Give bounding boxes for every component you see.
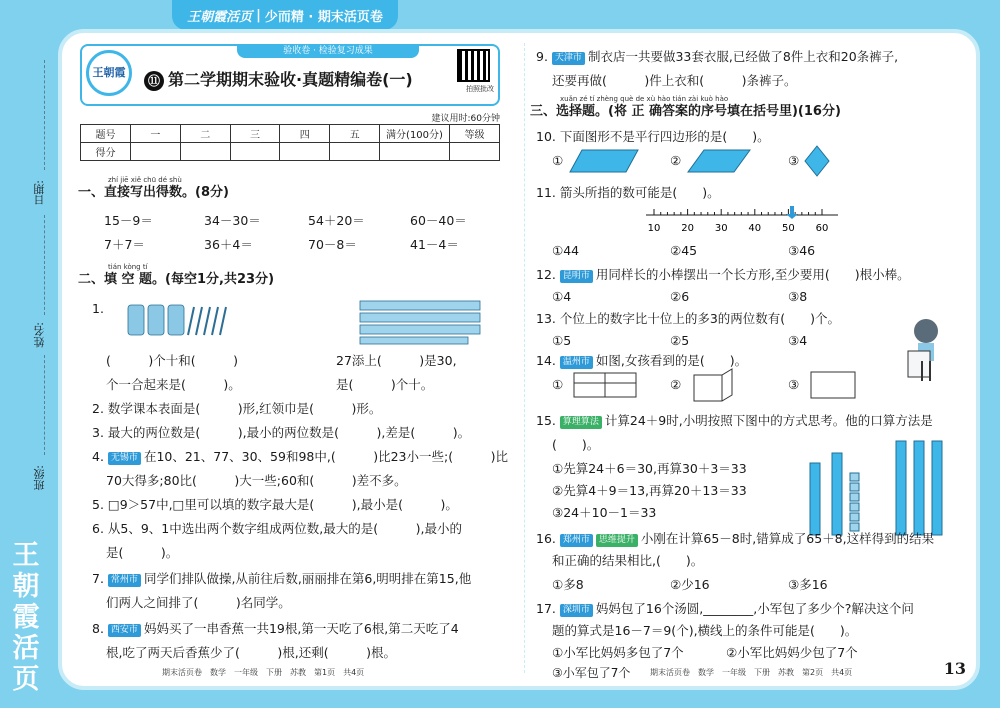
q3-text: 3. 最大的两位数是( ),最小的两位数是( ),差是( )。 bbox=[92, 425, 471, 440]
option[interactable]: ①多8 bbox=[552, 577, 584, 592]
region-tag: 天津市 bbox=[552, 52, 585, 65]
calc-item: 70－8＝ bbox=[308, 237, 357, 252]
option[interactable]: ② bbox=[670, 377, 682, 392]
tick-label: 20 bbox=[681, 223, 694, 234]
option[interactable]: ②小军比妈妈少包了7个 bbox=[726, 645, 858, 660]
q17-text: 17. 深圳市 妈妈包了16个汤圆,________,小军包了多少个?解决这个问 bbox=[536, 601, 914, 616]
calc-item: 34－30＝ bbox=[204, 213, 261, 228]
qr-code-icon[interactable] bbox=[457, 49, 490, 82]
section-2-title: 二、填 空 题。(每空1分,共23分) bbox=[78, 272, 275, 287]
brand-name: 王朝霞活页 bbox=[187, 9, 253, 25]
option[interactable]: ③ bbox=[788, 153, 800, 168]
topic-tag: 算理算法 bbox=[560, 416, 602, 429]
left-page bbox=[62, 33, 522, 686]
header-strip: 验收卷 · 检验复习成果 bbox=[237, 44, 419, 58]
region-tag: 温州市 bbox=[560, 356, 593, 369]
cabinet-front-icon bbox=[572, 371, 638, 401]
q8-line-b: 根,吃了两天后香蕉少了( )根,还剩( )根。 bbox=[106, 645, 396, 660]
calc-item: 54＋20＝ bbox=[308, 213, 365, 228]
cube-rods-image bbox=[358, 299, 488, 345]
side-dashed-line bbox=[44, 215, 45, 315]
option[interactable]: ②6 bbox=[670, 289, 690, 304]
option[interactable]: ③24＋10－1＝33 bbox=[552, 505, 657, 520]
cube-rods-image bbox=[806, 433, 956, 539]
option[interactable]: ①4 bbox=[552, 289, 572, 304]
side-dashed-line bbox=[44, 355, 45, 455]
vertical-logo: 王 朝 霞 活 页 bbox=[12, 540, 40, 695]
tick-label: 40 bbox=[748, 223, 762, 234]
q2-text: 2. 数学课本表面是( )形,红领巾是( )形。 bbox=[92, 401, 382, 416]
left-footer: 期末活页卷 数学 一年级 下册 苏教 第1页 共4页 bbox=[162, 668, 365, 677]
brand-logo-icon: 王朝霞 bbox=[86, 50, 132, 96]
parallelogram-shape bbox=[686, 148, 752, 174]
option[interactable]: ②5 bbox=[670, 333, 690, 348]
option[interactable]: ①小军比妈妈多包了7个 bbox=[552, 645, 684, 660]
q12-text: 12. 昆明市 用同样长的小棒摆出一个长方形,至少要用( )根小棒。 bbox=[536, 267, 910, 282]
banner-divider: | bbox=[256, 7, 261, 23]
q16-text: 16. 郑州市 思维提升 小刚在计算65－8时,错算成了65＋8,这样得到的结果 bbox=[536, 531, 935, 546]
q5-text: 5. □9＞57中,□里可以填的数字最大是( ),最小是( )。 bbox=[92, 497, 458, 512]
qr-caption: 拍照批改 bbox=[466, 85, 494, 93]
q9-line-b: 还要再做( )件上衣和( )条裤子。 bbox=[552, 73, 797, 88]
option[interactable]: ①5 bbox=[552, 333, 572, 348]
region-tag: 昆明市 bbox=[560, 270, 593, 283]
tick-label: 60 bbox=[815, 223, 829, 234]
rectangle-icon bbox=[810, 371, 856, 399]
q11-text: 11. 箭头所指的数可能是( )。 bbox=[536, 185, 720, 200]
q9-line-a: 9. 天津市 制衣店一共要做33套衣服,已经做了8件上衣和20条裤子, bbox=[536, 49, 899, 64]
q7-line-b: 们两人之间排了( )名同学。 bbox=[106, 595, 291, 610]
option[interactable]: ③多16 bbox=[788, 577, 828, 592]
q1-text-b: 27添上( )是30, bbox=[336, 353, 457, 368]
class-label: 班级: bbox=[33, 465, 46, 491]
q15-text: 15. 算理算法 计算24＋9时,小明按照下图中的方式思考。他的口算方法是 bbox=[536, 413, 933, 428]
cabinet-side-icon bbox=[692, 367, 736, 403]
calc-item: 60－40＝ bbox=[410, 213, 467, 228]
q13-text: 13. 个位上的数字比十位上的多3的两位数有( )个。 bbox=[536, 311, 841, 326]
q16-text-b: 和正确的结果相比,( )。 bbox=[552, 553, 704, 568]
q1-text-a: ( )个十和( ) bbox=[106, 353, 239, 368]
option[interactable]: ②少16 bbox=[670, 577, 710, 592]
parallelogram-shape bbox=[568, 148, 640, 174]
q4-line-b: 70大得多;80比( )大一些;60和( )差不多。 bbox=[106, 473, 407, 488]
calc-item: 36＋4＝ bbox=[204, 237, 253, 252]
worksheet-page bbox=[58, 29, 980, 690]
region-tag: 西安市 bbox=[108, 624, 141, 637]
pinyin: tián kòng tí bbox=[108, 263, 148, 271]
option[interactable]: ①先算24＋6＝30,再算30＋3＝33 bbox=[552, 461, 747, 476]
pinyin: zhí jiē xiě chū dé shù bbox=[108, 176, 182, 184]
topic-tag: 思维提升 bbox=[596, 534, 638, 547]
option[interactable]: ②先算4＋9＝13,再算20＋13＝33 bbox=[552, 483, 747, 498]
q15-text-b: ( )。 bbox=[552, 437, 600, 452]
tick-label: 50 bbox=[782, 223, 795, 234]
side-dashed-line bbox=[44, 60, 45, 170]
tick-label: 10 bbox=[647, 223, 661, 234]
score-table bbox=[80, 124, 500, 161]
q14-text: 14. 温州市 如图,女孩看到的是( )。 bbox=[536, 353, 748, 368]
option[interactable]: ③小军包了7个 bbox=[552, 666, 631, 680]
calc-item: 7＋7＝ bbox=[104, 237, 145, 252]
region-tag: 深圳市 bbox=[560, 604, 593, 617]
option[interactable]: ② bbox=[670, 153, 682, 168]
option[interactable]: ①44 bbox=[552, 243, 580, 258]
tick-label: 30 bbox=[714, 223, 728, 234]
right-footer: 期末活页卷 数学 一年级 下册 苏教 第2页 共4页 bbox=[650, 668, 853, 677]
q7-line-a: 7. 常州市 同学们排队做操,从前往后数,丽丽排在第6,明明排在第15,他 bbox=[92, 571, 472, 586]
exam-header bbox=[80, 44, 500, 106]
exam-title: ⑪ 第二学期期末验收·真题精编卷(一) bbox=[144, 67, 413, 91]
exam-number: ⑪ bbox=[144, 71, 164, 91]
bundled-sticks-image bbox=[126, 299, 236, 339]
section-3-title: 三、选择题。(将 正 确答案的序号填在括号里)(16分) bbox=[530, 104, 841, 119]
pinyin: xuǎn zé tí zhèng què de xù hào tián zài kuò hào bbox=[560, 95, 729, 103]
girl-at-cabinet-image bbox=[868, 313, 958, 383]
q10-text: 10. 下面图形不是平行四边形的是( )。 bbox=[536, 129, 770, 144]
number-line-image bbox=[644, 203, 840, 237]
calc-item: 41－4＝ bbox=[410, 237, 459, 252]
q6-line-b: 是( )。 bbox=[106, 545, 179, 560]
table-row: 题号 一 二 三 四 五 满分(100分) 等级 bbox=[81, 125, 500, 143]
banner-slogan: 少而精 · 期末活页卷 bbox=[264, 9, 383, 25]
option[interactable]: ②45 bbox=[670, 243, 698, 258]
option[interactable]: ① bbox=[552, 153, 564, 168]
table-row: 得分 bbox=[81, 143, 500, 161]
suggested-time: 建议用时:60分钟 bbox=[431, 114, 500, 124]
region-tag: 常州市 bbox=[108, 574, 141, 587]
date-label: 日期: bbox=[33, 180, 46, 206]
region-tag: 郑州市 bbox=[560, 534, 593, 547]
region-tag: 无锡市 bbox=[108, 452, 141, 465]
calc-item: 15－9＝ bbox=[104, 213, 153, 228]
q1-text-c: 个一合起来是( )。 bbox=[106, 377, 241, 392]
option[interactable]: ① bbox=[552, 377, 564, 392]
right-page bbox=[530, 33, 980, 686]
q4-line-a: 4. 无锡市 在10、21、77、30、59和98中,( )比23小一些;( )比 bbox=[92, 449, 508, 464]
q17-text-b: 题的算式是16－7＝9(个),横线上的条件可能是( )。 bbox=[552, 623, 858, 638]
name-label: 姓名: bbox=[33, 322, 46, 348]
option[interactable]: ③46 bbox=[788, 243, 816, 258]
option[interactable]: ③4 bbox=[788, 333, 808, 348]
page-number: 13 bbox=[943, 659, 966, 678]
page-divider bbox=[524, 43, 525, 673]
arrow-icon bbox=[786, 206, 798, 219]
q1-text-d: 是( )个十。 bbox=[336, 377, 434, 392]
q6-line-a: 6. 从5、9、1中选出两个数字组成两位数,最大的是( ),最小的 bbox=[92, 521, 462, 536]
q8-line-a: 8. 西安市 妈妈买了一串香蕉一共19根,第一天吃了6根,第二天吃了4 bbox=[92, 621, 459, 636]
banner bbox=[172, 0, 398, 30]
option[interactable]: ③ bbox=[788, 377, 800, 392]
option[interactable]: ③8 bbox=[788, 289, 808, 304]
question-number: 1. bbox=[92, 301, 104, 316]
rhombus-shape bbox=[804, 145, 830, 177]
section-1-title: 一、直接写出得数。(8分) bbox=[78, 185, 229, 200]
